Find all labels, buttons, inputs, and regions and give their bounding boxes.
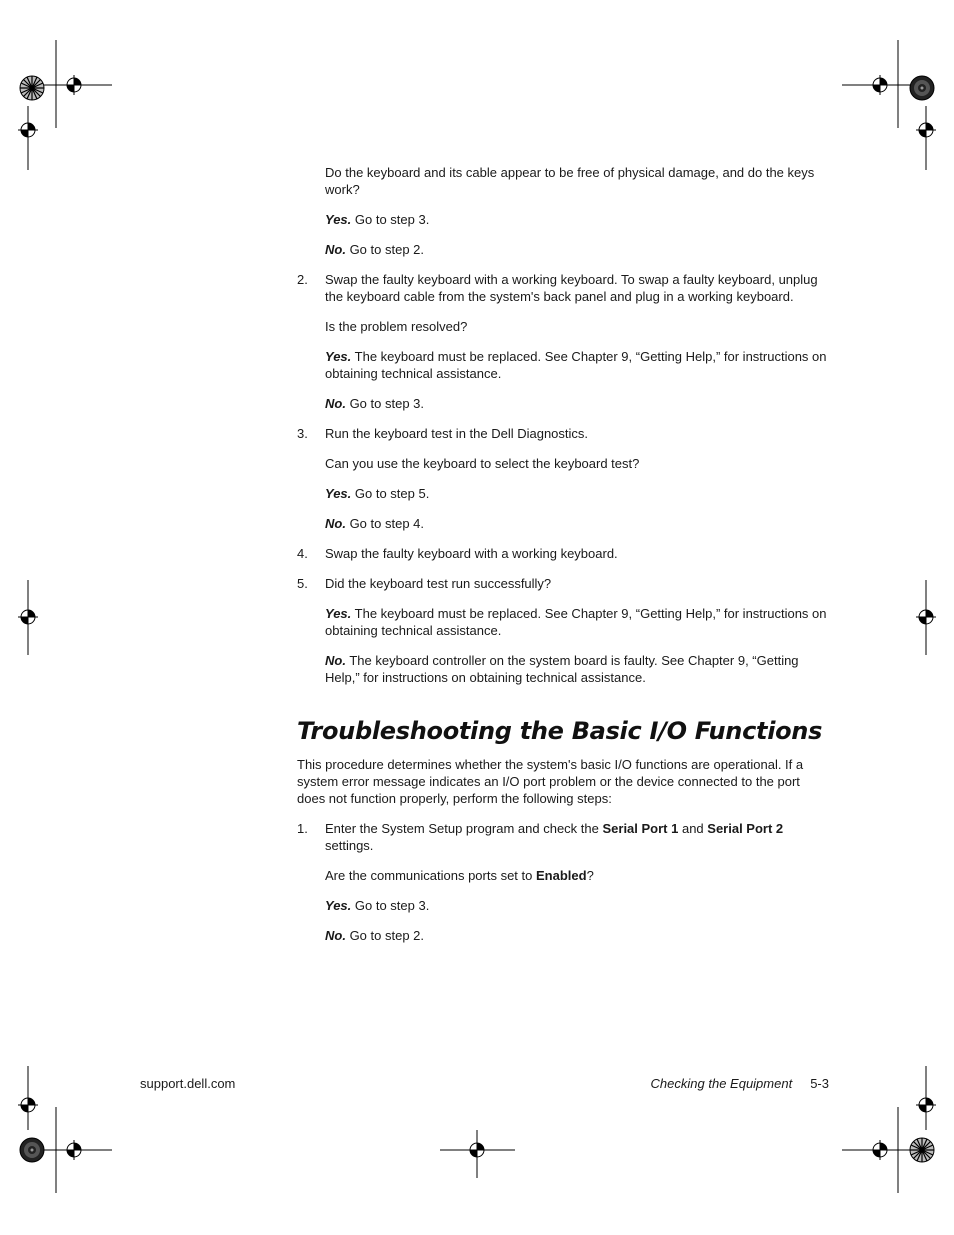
section-intro: This procedure determines whether the system's basic I/O functions are operational. If a system error message indicates an I/O port problem or the device connected to the port does not function properly, perform the following steps:: [297, 757, 804, 806]
answer-yes: Yes. The keyboard must be replaced. See Chapter 9, “Getting Help,” for instructions on obtaining technical assistance.: [325, 349, 827, 381]
star-target-icon: [19, 75, 45, 101]
answer-yes: Yes. The keyboard must be replaced. See Chapter 9, “Getting Help,” for instructions on obtaining technical assistance.: [325, 606, 827, 638]
footer-chapter: Checking the Equipment: [650, 1076, 793, 1091]
footer-website: support.dell.com: [140, 1076, 236, 1091]
main-content: [297, 164, 829, 957]
step-5: 5. Did the keyboard test run successfully?: [297, 576, 552, 591]
crosshair-mark-icon: [870, 1140, 890, 1160]
page-number: 5-3: [810, 1076, 829, 1091]
keyboard-question: Do the keyboard and its cable appear to be free of physical damage, and do the keys work?: [325, 165, 815, 197]
answer-yes: Yes. Go to step 5.: [325, 486, 430, 501]
footer-running-head: [651, 1075, 829, 1092]
crosshair-mark-icon: [870, 75, 890, 95]
crosshair-mark-icon: [18, 120, 38, 140]
crosshair-mark-icon: [64, 1140, 84, 1160]
dark-target-icon: [909, 75, 935, 101]
step-4: 4. Swap the faulty keyboard with a working keyboard.: [297, 546, 618, 561]
step-2: 2. Swap the faulty keyboard with a working keyboard. To swap a faulty keyboard, unplug the keyboard cable from the system's back panel and plug in a working keyboard.: [297, 272, 818, 304]
answer-no: No. Go to step 2.: [325, 242, 424, 257]
star-target-icon: [909, 1137, 935, 1163]
crosshair-mark-icon: [916, 607, 936, 627]
crosshair-mark-icon: [18, 607, 38, 627]
crosshair-mark-icon: [467, 1140, 487, 1160]
io-step-1: 1. Enter the System Setup program and check the Serial Port 1 and Serial Port 2 settings.: [297, 821, 784, 853]
section-heading: Troubleshooting the Basic I/O Functions: [297, 717, 823, 745]
answer-no: No. The keyboard controller on the system board is faulty. See Chapter 9, “Getting Help,” for instructions on obtaining technical assistance.: [325, 653, 799, 685]
dark-target-icon: [19, 1137, 45, 1163]
resolved-question: Is the problem resolved?: [325, 319, 468, 334]
crosshair-mark-icon: [64, 75, 84, 95]
crosshair-mark-icon: [916, 120, 936, 140]
ports-question: Are the communications ports set to Enabled?: [325, 868, 594, 883]
step-3: 3. Run the keyboard test in the Dell Diagnostics.: [297, 426, 589, 441]
answer-no: No. Go to step 3.: [325, 396, 424, 411]
keyboard-test-question: Can you use the keyboard to select the keyboard test?: [325, 456, 640, 471]
crosshair-mark-icon: [916, 1095, 936, 1115]
answer-yes: Yes. Go to step 3.: [325, 898, 430, 913]
answer-no: No. Go to step 2.: [325, 928, 424, 943]
answer-no: No. Go to step 4.: [325, 516, 424, 531]
crosshair-mark-icon: [18, 1095, 38, 1115]
answer-yes: Yes. Go to step 3.: [325, 212, 430, 227]
